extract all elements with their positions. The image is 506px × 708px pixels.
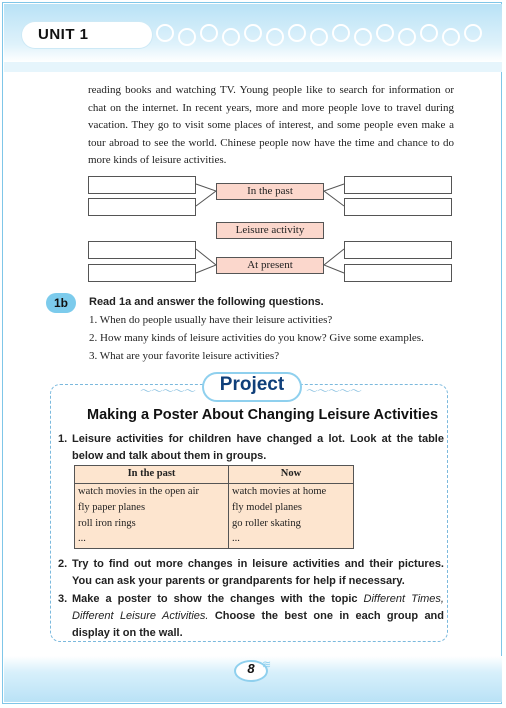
item-3-text (72, 591, 444, 642)
table-cell: watch movies in the open air (78, 486, 200, 497)
swoosh-decoration: ≋ (262, 659, 272, 671)
answer-box-present-right-1[interactable] (344, 241, 452, 259)
question-2: 2. How many kinds of leisure activities do you know? Give some examples. (89, 332, 424, 344)
table-cell: fly paper planes (78, 502, 146, 513)
item-1-number: 1. (58, 433, 68, 445)
item-2-text: Try to find out more changes in leisure activities and their pictures. You can ask your parents or grandparents for help if necessary. (72, 558, 444, 587)
answer-box-present-left-2[interactable] (88, 264, 196, 282)
item-3-number: 3. (58, 593, 68, 605)
table-header-now: Now (280, 468, 302, 479)
table-cell: fly model planes (232, 502, 302, 513)
table-cell: roll iron rings (78, 518, 136, 529)
section-1b-instruction: Read 1a and answer the following questions. (89, 296, 324, 308)
item-1-text: Leisure activities for children have changed a lot. Look at the table below and talk about them in groups. (72, 433, 444, 462)
project-label: Project (219, 374, 285, 395)
question-3: 3. What are your favorite leisure activities? (89, 350, 280, 362)
wave-decoration-left: 〜〜〜〜〜 (140, 384, 196, 398)
item-3-text-after: Choose the best one in each group and display it on the wall. (72, 610, 444, 639)
page-number: 8 (247, 661, 255, 676)
comparison-table (74, 465, 354, 549)
table-cell: go roller skating (232, 518, 301, 529)
table-header-past: In the past (127, 468, 176, 479)
diagram-center-label: Leisure activity (216, 222, 324, 239)
poster-title: Making a Poster About Changing Leisure Activities (87, 407, 439, 423)
table-cell: watch movies at home (232, 486, 327, 497)
reading-paragraph: reading books and watching TV. Young people like to search for information or chat on the internet. In recent years, more and more people love to travel during vacation. They go to visit some places of interest, and some people even make a tour abroad to see the world. Chinese people now have the time and chance to do more kinds of leisure activities. (88, 84, 454, 166)
answer-box-past-right-1[interactable] (344, 176, 452, 194)
answer-box-present-left-1[interactable] (88, 241, 196, 259)
section-badge-1b: 1b (46, 293, 76, 313)
answer-box-present-right-2[interactable] (344, 264, 452, 282)
table-cell: ... (78, 533, 86, 544)
item-3-topic: Different Times, Different Leisure Activities. (72, 593, 444, 622)
item-2-number: 2. (58, 558, 68, 570)
item-3-text-before: Make a poster to show the changes with the topic (72, 593, 364, 605)
answer-box-past-left-1[interactable] (88, 176, 196, 194)
unit-label: UNIT 1 (38, 26, 89, 43)
wave-decoration-right: 〜〜〜〜〜 (306, 384, 362, 398)
diagram-present-label: At present (216, 257, 324, 274)
table-cell: ... (232, 533, 240, 544)
answer-box-past-right-2[interactable] (344, 198, 452, 216)
question-1: 1. When do people usually have their leisure activities? (89, 314, 333, 326)
table-divider-horizontal (75, 483, 353, 484)
answer-box-past-left-2[interactable] (88, 198, 196, 216)
diagram-past-label: In the past (216, 183, 324, 200)
